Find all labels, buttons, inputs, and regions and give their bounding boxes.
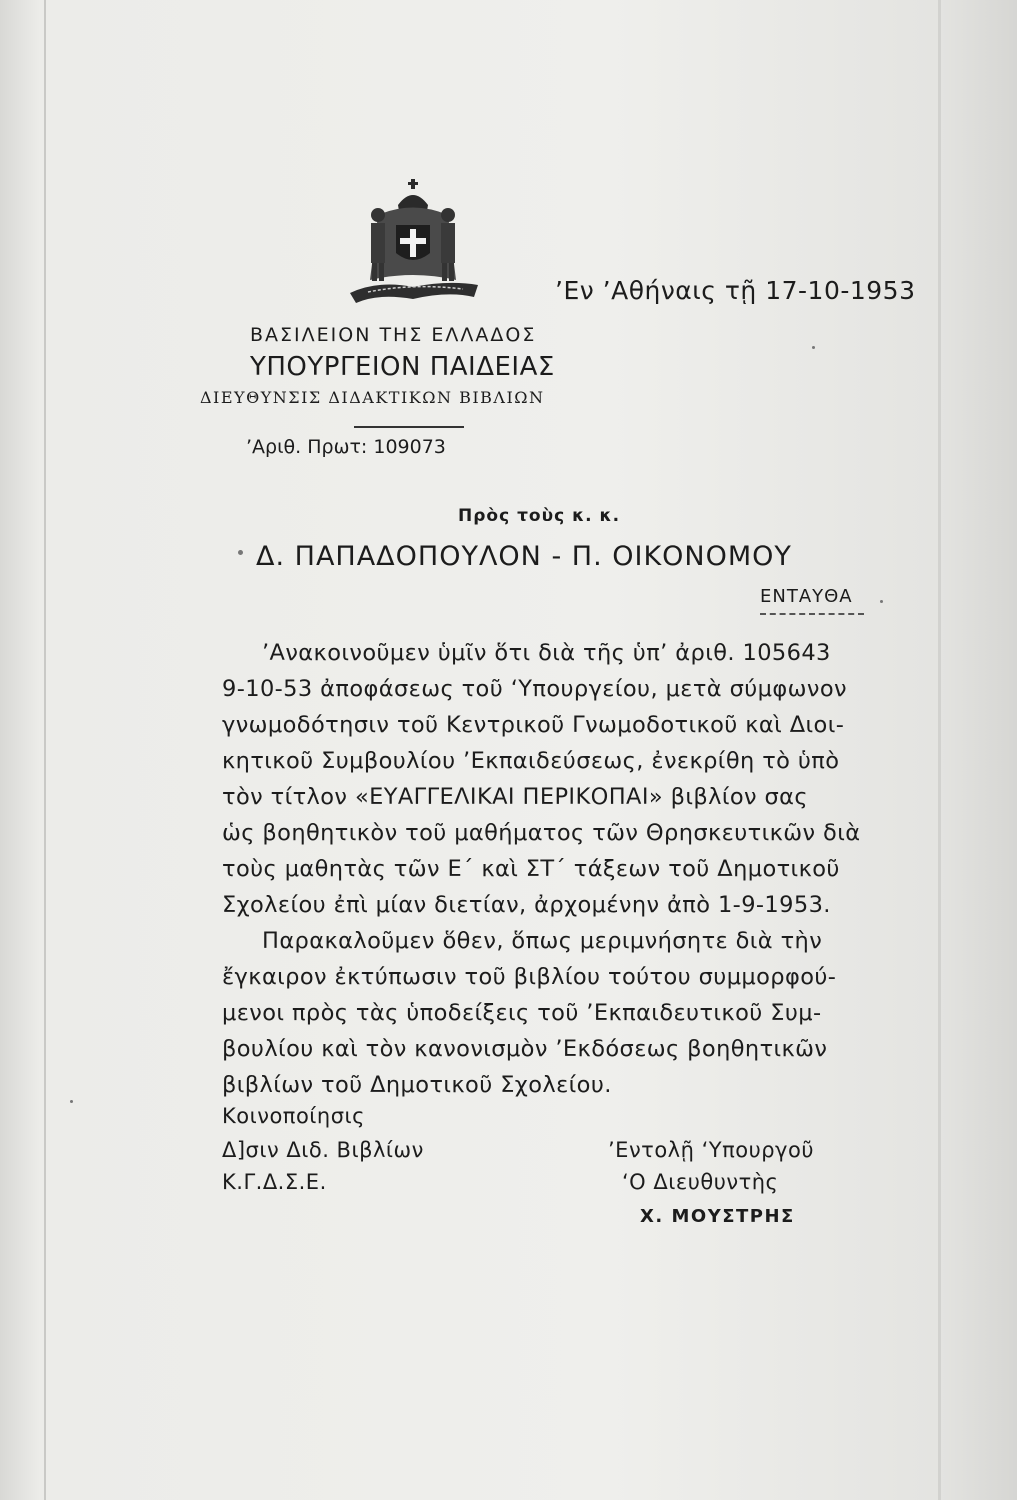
body-line: ὡς βοηθητικὸν τοῦ μαθήματος τῶν Θρησκευτικῶν διὰ: [222, 820, 861, 846]
date-line: ’Εν ’Αθήναις τῇ 17-10-1953: [555, 276, 916, 305]
print-speck: [812, 346, 815, 349]
body-line: κητικοῦ Συμβουλίου ’Εκπαιδεύσεως, ἐνεκρίθη τὸ ὑπὸ: [222, 748, 840, 774]
body-line: βιβλίων τοῦ Δημοτικοῦ Σχολείου.: [222, 1072, 612, 1098]
protocol-number: ’Αριθ. Πρωτ: 109073: [246, 436, 446, 458]
body-line: τὸν τίτλον «ΕΥΑΓΓΕΛΙΚΑΙ ΠΕΡΙΚΟΠΑΙ» βιβλίον σας: [222, 784, 809, 810]
body-line: ’Ανακοινοῦμεν ὑμῖν ὅτι διὰ τῆς ὑπ’ ἀριθ. 105643: [262, 640, 831, 666]
body-line: 9-10-53 ἀποφάσεως τοῦ ‘Υπουργείου, μετὰ σύμφωνον: [222, 676, 847, 702]
directorate-heading: ΔΙΕΥΘΥΝΣΙΣ ΔΙΔΑΚΤΙΚΩΝ ΒΙΒΛΙΩΝ: [200, 388, 545, 407]
print-speck: [70, 1100, 73, 1103]
location-underline: [760, 613, 864, 615]
print-speck: [238, 550, 243, 555]
body-line: τοὺς μαθητὰς τῶν Ε΄ καὶ ΣΤ΄ τάξεων τοῦ Δημοτικοῦ: [222, 856, 840, 882]
body-line: Σχολείου ἐπὶ μίαν διετίαν, ἀρχομένην ἀπὸ 1-9-1953.: [222, 892, 831, 918]
page-edge: [44, 0, 46, 1500]
body-line: ἔγκαιρον ἐκτύπωσιν τοῦ βιβλίου τούτου συμμορφού-: [222, 964, 837, 990]
body-line: γνωμοδότησιν τοῦ Κεντρικοῦ Γνωμοδοτικοῦ καὶ Διοι-: [222, 712, 845, 738]
order-line: ’Εντολῇ ‘Υπουργοῦ: [608, 1138, 814, 1162]
print-speck: [880, 600, 883, 603]
recipient-location: ΕΝΤΑΥΘΑ: [760, 586, 853, 607]
recipient-names: Δ. ΠΑΠΑΔΟΠΟΥΛΟΝ - Π. ΟΙΚΟΝΟΜΟΥ: [256, 541, 792, 572]
recipient-label: Πρὸς τοὺς κ. κ.: [458, 506, 621, 526]
page-fold: [938, 0, 941, 1500]
body-line: Παρακαλοῦμεν ὅθεν, ὅπως μεριμνήσητε διὰ τὴν: [262, 928, 823, 954]
director-line: ‘Ο Διευθυντὴς: [622, 1170, 779, 1194]
header-divider: [354, 426, 464, 428]
cc-item: Κ.Γ.Δ.Σ.Ε.: [222, 1170, 327, 1194]
kingdom-heading: ΒΑΣΙΛΕΙΟΝ ΤΗΣ ΕΛΛΑΔΟΣ: [250, 324, 537, 346]
cc-label: Κοινοποίησις: [222, 1104, 365, 1128]
signer-name: Χ. ΜΟΥΣΤΡΗΣ: [640, 1206, 795, 1227]
body-line: μενοι πρὸς τὰς ὑποδείξεις τοῦ ’Εκπαιδευτικοῦ Συμ-: [222, 1000, 822, 1026]
cc-item: Δ]σιν Διδ. Βιβλίων: [222, 1138, 424, 1162]
body-line: βουλίου καὶ τὸν κανονισμὸν ’Εκδόσεως βοηθητικῶν: [222, 1036, 828, 1062]
ministry-heading: ΥΠΟΥΡΓΕΙΟΝ ΠΑΙΔΕΙΑΣ: [250, 352, 555, 382]
royal-coat-of-arms-icon: [338, 175, 488, 310]
